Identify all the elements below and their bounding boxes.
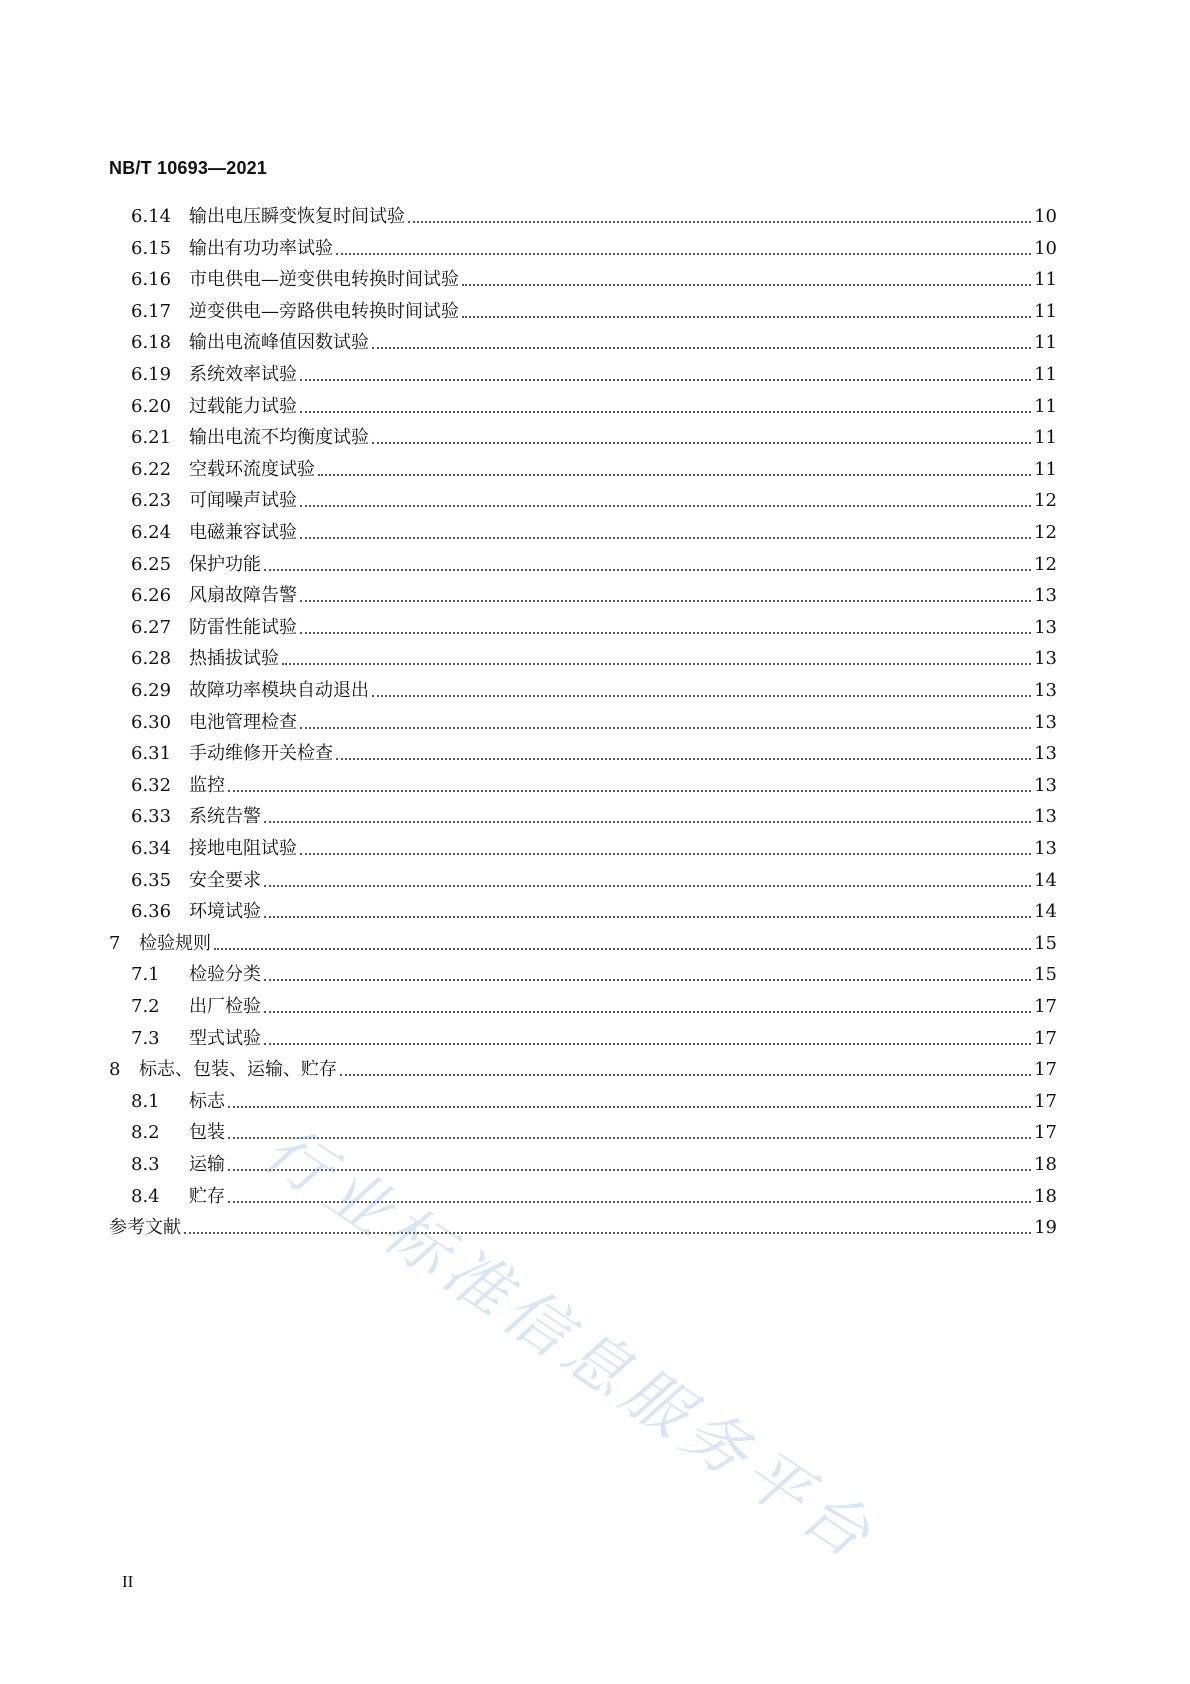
toc-entry[interactable] [131, 706, 1057, 734]
toc-leader-dots [408, 220, 1031, 223]
toc-entry-number: 6.28 [131, 648, 172, 670]
toc-entry-number: 6.21 [131, 427, 172, 449]
toc-entry[interactable] [131, 958, 1057, 986]
toc-entry-title: 检验分类 [189, 964, 261, 986]
toc-leader-dots [214, 947, 1031, 950]
toc-entry-number: 8.2 [131, 1122, 160, 1144]
toc-entry-number: 7.1 [131, 964, 160, 986]
toc-entry-page: 11 [1034, 364, 1057, 385]
toc-entry-page: 13 [1034, 711, 1057, 733]
toc-entry[interactable] [131, 1085, 1057, 1113]
toc-entry-page: 17 [1034, 1027, 1057, 1049]
toc-entry-title: 标志、包装、运输、贮存 [139, 1059, 337, 1081]
toc-entry-number: 6.27 [131, 616, 172, 638]
toc-entry-title: 故障功率模块自动退出 [189, 680, 369, 701]
toc-entry-title: 运输 [189, 1154, 225, 1175]
toc-leader-dots [264, 915, 1031, 918]
toc-entry-title: 检验规则 [139, 932, 211, 954]
toc-entry-number: 6.25 [131, 553, 172, 575]
toc-entry-page: 13 [1034, 838, 1057, 859]
toc-entry-title: 手动维修开关检查 [189, 743, 333, 765]
toc-entry[interactable] [131, 990, 1057, 1018]
toc-entry-title: 系统效率试验 [189, 364, 297, 385]
toc-entry-number: 7.3 [131, 1027, 160, 1049]
toc-entry-title: 热插拔试验 [189, 648, 279, 670]
toc-entry-title: 电池管理检查 [189, 711, 297, 733]
toc-entry-number: 6.36 [131, 901, 172, 923]
toc-leader-dots [264, 820, 1031, 823]
toc-entry[interactable] [131, 453, 1057, 481]
toc-entry-title: 输出电流峰值因数试验 [189, 332, 369, 354]
toc-entry-title: 接地电阻试验 [189, 838, 297, 859]
toc-entry-title: 风扇故障告警 [189, 585, 297, 607]
toc-entry-page: 13 [1034, 806, 1057, 828]
toc-entry[interactable] [131, 295, 1057, 323]
toc-entry[interactable] [131, 358, 1057, 386]
toc-entry[interactable] [131, 611, 1057, 639]
toc-entry-page: 12 [1034, 490, 1057, 512]
toc-entry-number: 6.29 [131, 680, 172, 701]
toc-entry-number: 6.32 [131, 774, 172, 796]
toc-entry-number: 6.30 [131, 711, 172, 733]
toc-leader-dots [300, 378, 1031, 381]
toc-entry-page: 13 [1034, 616, 1057, 638]
toc-leader-dots [372, 694, 1031, 697]
toc-entry[interactable] [131, 516, 1057, 544]
page-number: II [122, 1572, 134, 1591]
toc-entry-page: 10 [1034, 237, 1057, 259]
toc-entry-number: 6.23 [131, 490, 172, 512]
toc-entry[interactable] [131, 1180, 1057, 1208]
toc-entry[interactable] [131, 200, 1057, 228]
toc-entry[interactable] [131, 484, 1057, 512]
toc-entry-page: 13 [1034, 680, 1057, 701]
toc-entry-title: 市电供电—逆变供电转换时间试验 [189, 269, 459, 291]
toc-entry[interactable] [131, 895, 1057, 923]
toc-leader-dots [264, 1010, 1031, 1013]
toc-entry[interactable] [131, 326, 1057, 354]
toc-entry[interactable] [109, 927, 1057, 955]
toc-entry[interactable] [131, 832, 1057, 860]
toc-entry-number: 6.22 [131, 458, 172, 480]
toc-leader-dots [228, 1136, 1031, 1139]
toc-entry-title: 参考文献 [109, 1217, 181, 1239]
toc-entry-number: 6.26 [131, 585, 172, 607]
toc-leader-dots [340, 1073, 1031, 1076]
toc-entry[interactable] [131, 421, 1057, 449]
toc-leader-dots [372, 346, 1031, 349]
toc-leader-dots [264, 568, 1031, 571]
toc-entry-title: 环境试验 [189, 901, 261, 923]
toc-entry-page: 18 [1034, 1185, 1057, 1207]
toc-leader-dots [228, 789, 1031, 792]
toc-entry-number: 7 [109, 932, 121, 954]
toc-leader-dots [228, 1168, 1031, 1171]
toc-entry-page: 14 [1034, 901, 1057, 923]
toc-entry-number: 8.4 [131, 1185, 160, 1207]
toc-entry-page: 15 [1034, 964, 1057, 986]
toc-entry-title: 输出电流不均衡度试验 [189, 427, 369, 449]
toc-entry-title: 电磁兼容试验 [189, 522, 297, 543]
toc-entry-number: 6.15 [131, 237, 172, 259]
toc-entry[interactable] [131, 769, 1057, 797]
toc-leader-dots [300, 726, 1031, 729]
toc-leader-dots [228, 1105, 1031, 1108]
toc-entry-number: 8.1 [131, 1090, 160, 1112]
toc-entry-title: 安全要求 [189, 869, 261, 891]
toc-leader-dots [264, 978, 1031, 981]
toc-entry-number: 6.34 [131, 838, 172, 859]
toc-entry-title: 防雷性能试验 [189, 616, 297, 638]
toc-entry-number: 6.14 [131, 206, 172, 227]
toc-entry-number: 8.3 [131, 1154, 160, 1175]
toc-entry-number: 6.31 [131, 743, 172, 765]
toc-entry-number: 6.35 [131, 869, 172, 891]
toc-entry-page: 13 [1034, 743, 1057, 765]
toc-entry-title: 包装 [189, 1122, 225, 1144]
toc-entry-page: 17 [1034, 1090, 1057, 1112]
toc-leader-dots [300, 631, 1031, 634]
document-code: NB/T 10693—2021 [109, 158, 268, 178]
toc-entry-title: 输出电压瞬变恢复时间试验 [189, 206, 405, 227]
watermark: 行业标准信息服务平台 [250, 1112, 889, 1577]
toc-entry-page: 14 [1034, 869, 1057, 891]
toc-entry-number: 6.19 [131, 364, 172, 385]
toc-leader-dots [462, 315, 1031, 318]
toc-entry-title: 可闻噪声试验 [189, 490, 297, 512]
toc-entry-title: 逆变供电—旁路供电转换时间试验 [189, 300, 459, 322]
toc-entry-title: 空载环流度试验 [189, 458, 315, 480]
toc-entry-page: 17 [1034, 1122, 1057, 1144]
toc-entry-number: 6.17 [131, 300, 172, 322]
toc-entry-title: 系统告警 [189, 806, 261, 828]
toc-entry-number: 8 [109, 1059, 121, 1081]
toc-entry[interactable] [131, 674, 1057, 702]
toc-leader-dots [300, 852, 1031, 855]
toc-entry-page: 12 [1034, 522, 1057, 543]
toc-entry-page: 11 [1034, 395, 1057, 417]
toc-entry-number: 6.24 [131, 522, 172, 543]
toc-entry-title: 型式试验 [189, 1027, 261, 1049]
toc-entry-page: 11 [1034, 269, 1057, 291]
toc-entry[interactable] [131, 737, 1057, 765]
toc-entry[interactable] [131, 864, 1057, 892]
toc-leader-dots [228, 1200, 1031, 1203]
toc-entry-page: 17 [1034, 1059, 1057, 1081]
toc-entry[interactable] [131, 390, 1057, 418]
toc-entry-title: 贮存 [189, 1185, 225, 1207]
toc-entry[interactable] [131, 642, 1057, 670]
toc-leader-dots [300, 504, 1031, 507]
toc-entry-page: 13 [1034, 585, 1057, 607]
toc-leader-dots [300, 536, 1031, 539]
toc-entry[interactable] [131, 263, 1057, 291]
toc-entry-page: 10 [1034, 206, 1057, 227]
toc-leader-dots [300, 599, 1031, 602]
toc-leader-dots [336, 252, 1031, 255]
toc-entry-title: 出厂检验 [189, 996, 261, 1017]
toc-entry-page: 15 [1034, 932, 1057, 954]
toc-entry[interactable] [131, 1022, 1057, 1050]
toc-entry-title: 标志 [189, 1090, 225, 1112]
toc-leader-dots [300, 410, 1031, 413]
toc-entry[interactable] [131, 1116, 1057, 1144]
toc-entry[interactable] [131, 800, 1057, 828]
toc-entry[interactable] [109, 1053, 1057, 1081]
toc-entry-number: 6.18 [131, 332, 172, 354]
toc-entry[interactable] [131, 548, 1057, 576]
toc-entry-number: 6.33 [131, 806, 172, 828]
toc-entry-title: 保护功能 [189, 553, 261, 575]
toc-entry-page: 11 [1034, 458, 1057, 480]
toc-entry-page: 12 [1034, 553, 1057, 575]
toc-entry-number: 6.16 [131, 269, 172, 291]
toc-entry-title: 输出有功功率试验 [189, 237, 333, 259]
toc-leader-dots [336, 757, 1031, 760]
toc-entry-page: 17 [1034, 996, 1057, 1017]
toc-entry-page: 18 [1034, 1154, 1057, 1175]
toc-entry-number: 6.20 [131, 395, 172, 417]
toc-leader-dots [372, 441, 1031, 444]
toc-entry-page: 11 [1034, 300, 1057, 322]
toc-leader-dots [264, 1042, 1031, 1045]
toc-entry-page: 19 [1034, 1217, 1057, 1239]
toc-entry[interactable] [131, 1148, 1057, 1176]
toc-entry-page: 13 [1034, 648, 1057, 670]
toc-leader-dots [282, 662, 1031, 665]
toc-entry-page: 11 [1034, 332, 1057, 354]
toc-entry-number: 7.2 [131, 996, 160, 1017]
toc-leader-dots [184, 1231, 1031, 1234]
toc-entry[interactable] [131, 579, 1057, 607]
toc-entry-page: 11 [1034, 427, 1057, 449]
toc-entry-page: 13 [1034, 774, 1057, 796]
toc-leader-dots [264, 884, 1031, 887]
toc-entry[interactable] [131, 232, 1057, 260]
toc-entry[interactable] [109, 1211, 1057, 1239]
toc-entry-title: 过载能力试验 [189, 395, 297, 417]
toc-entry-title: 监控 [189, 774, 225, 796]
toc-leader-dots [318, 473, 1031, 476]
toc-leader-dots [462, 283, 1031, 286]
